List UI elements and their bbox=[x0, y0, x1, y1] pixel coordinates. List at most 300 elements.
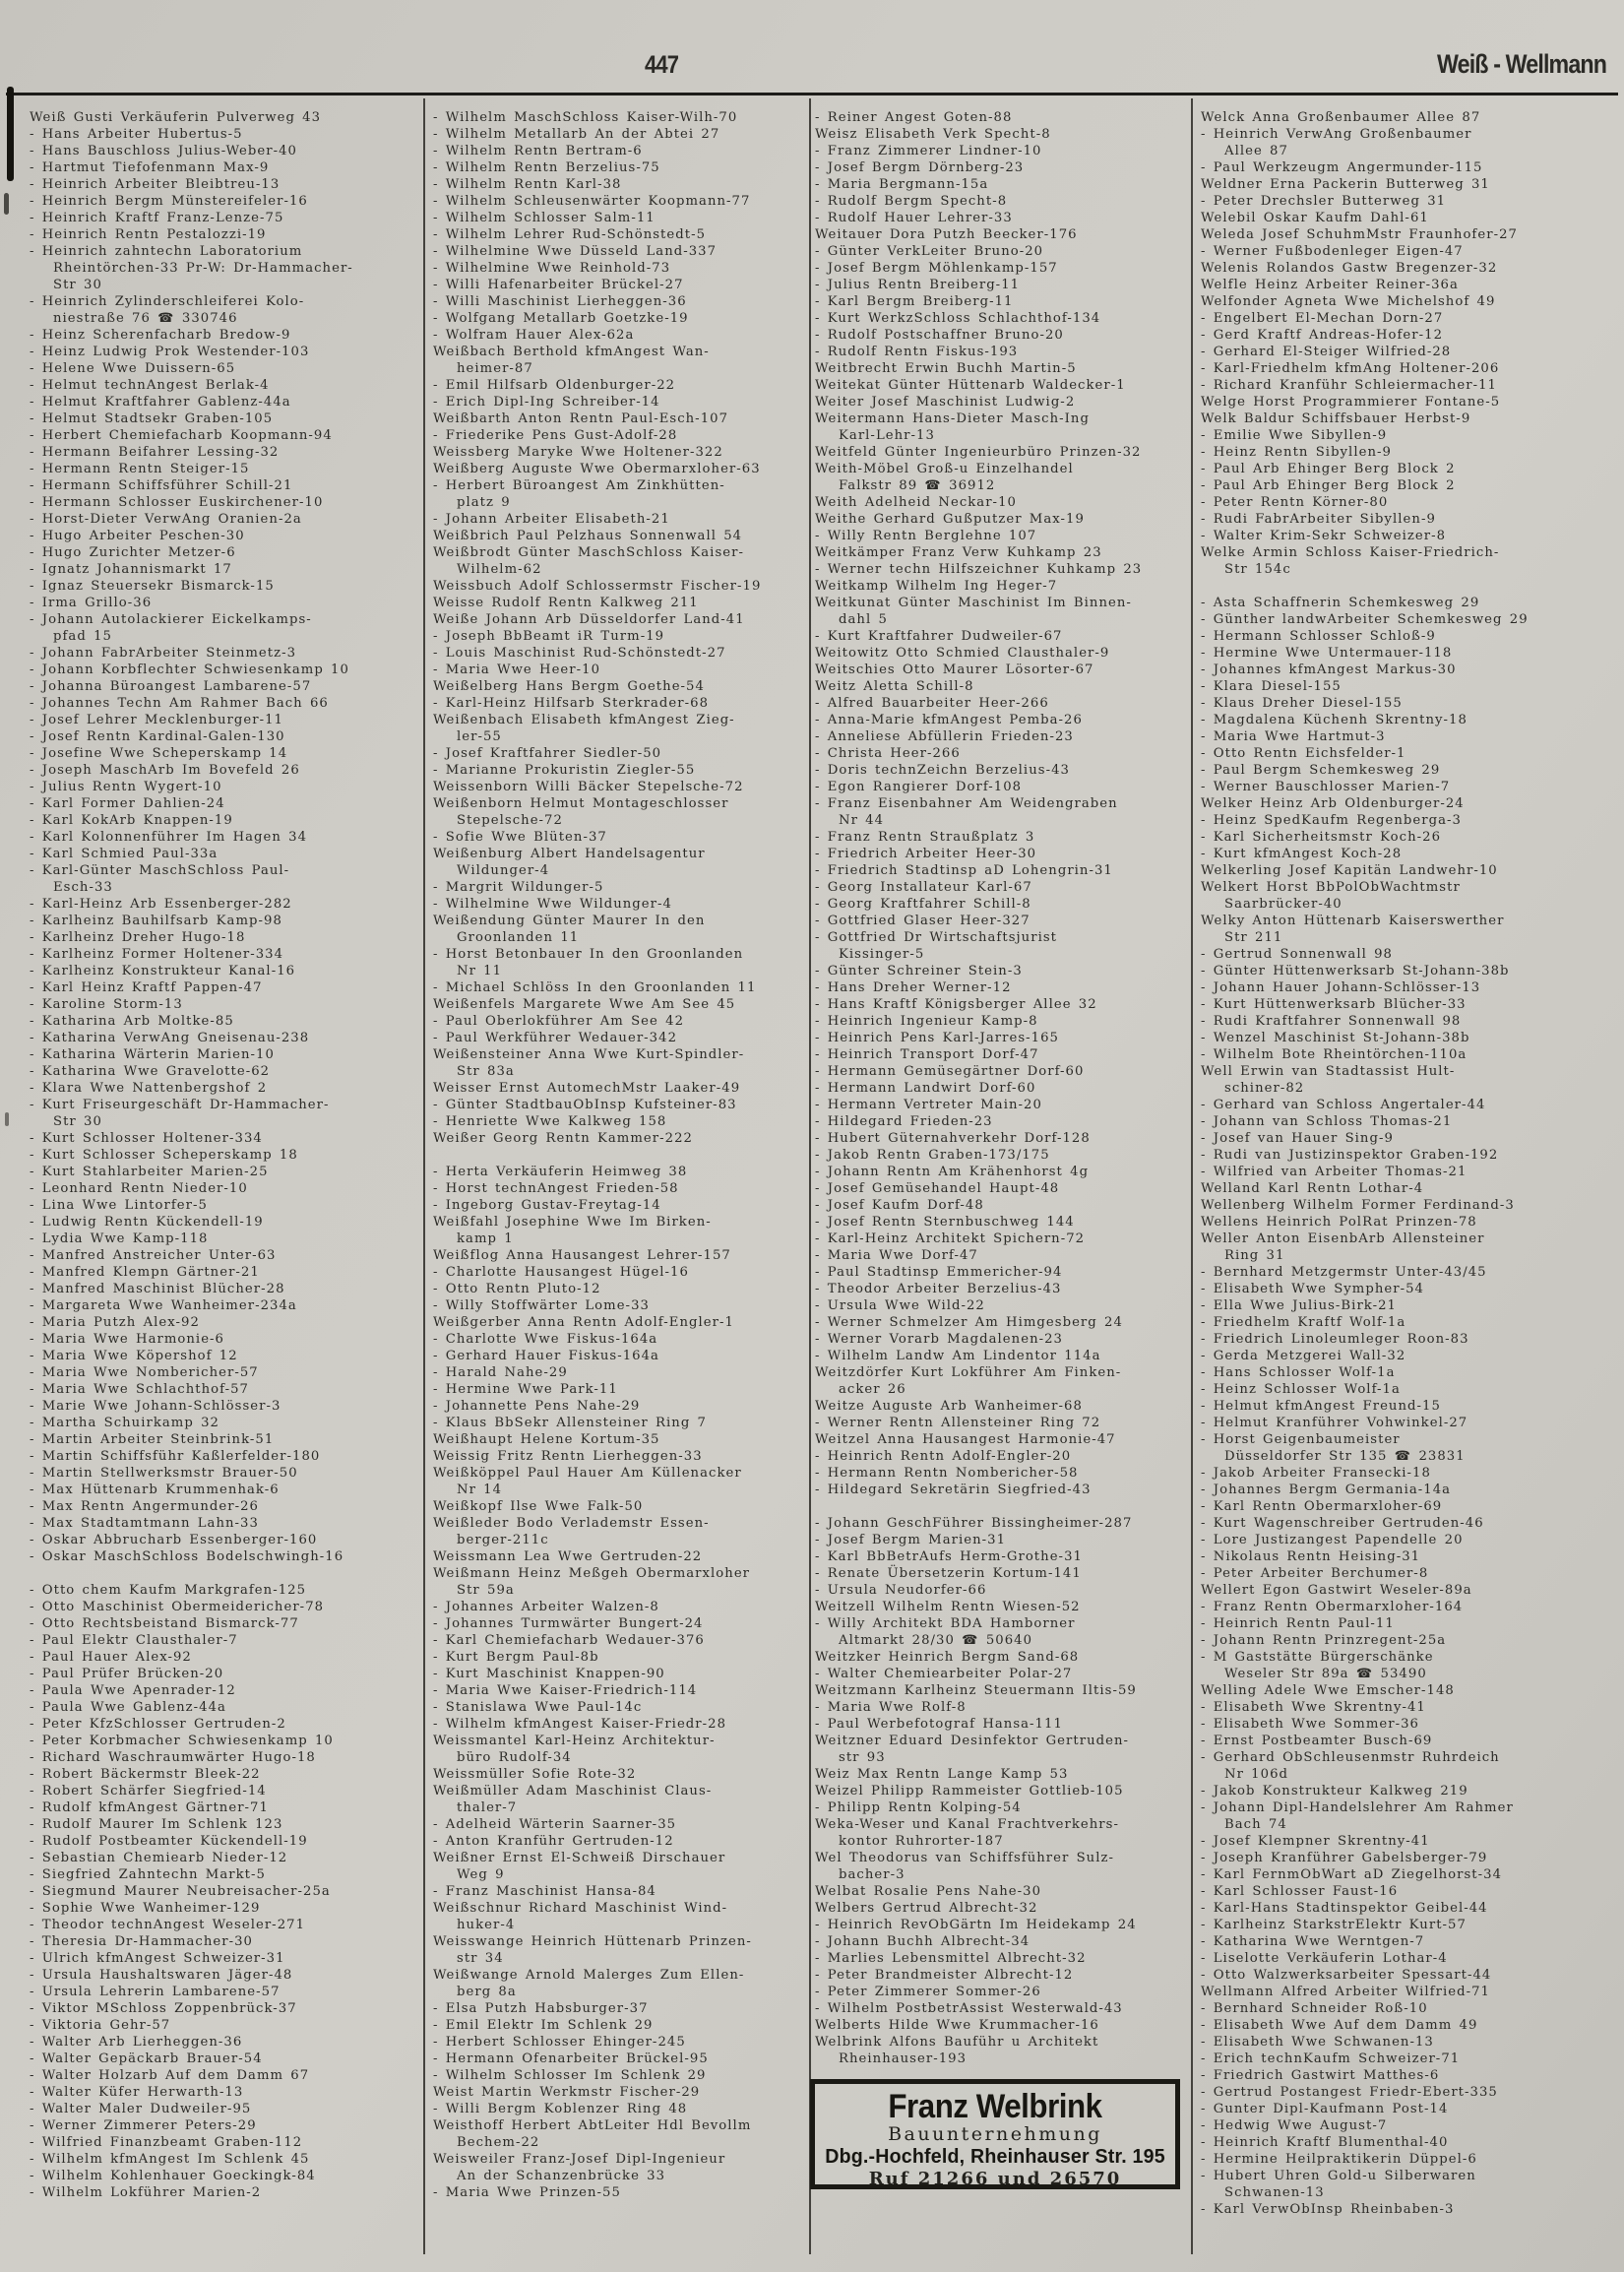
directory-entry: kontor Ruhrorter-187 bbox=[839, 1834, 1004, 1849]
directory-entry: - Wilhelm kfmAngest Im Schlenk 45 bbox=[30, 2152, 310, 2167]
directory-entry: - Otto Maschinist Obermeidericher-78 bbox=[30, 1600, 325, 1614]
directory-entry: Weißenfels Margarete Wwe Am See 45 bbox=[433, 997, 736, 1012]
directory-entry: - Marlies Lebensmittel Albrecht-32 bbox=[815, 1951, 1087, 1966]
directory-entry: - Kurt Kraftfahrer Dudweiler-67 bbox=[815, 629, 1063, 644]
directory-entry: - Katharina Wärterin Marien-10 bbox=[30, 1047, 275, 1062]
directory-entry: - Karl-Günter MaschSchloss Paul- bbox=[30, 863, 290, 878]
directory-entry: Rheintörchen-33 Pr-W: Dr-Hammacher- bbox=[53, 261, 353, 276]
directory-entry: - Ignaz Steuersekr Bismarck-15 bbox=[30, 579, 275, 594]
directory-entry: - Karl Rentn Obermarxloher-69 bbox=[1201, 1499, 1443, 1514]
directory-entry: - Josef Lehrer Mecklenburger-11 bbox=[30, 713, 283, 727]
directory-entry: - Willi Hafenarbeiter Brückel-27 bbox=[433, 278, 684, 292]
directory-entry: - Ursula Lehrerin Lambarene-57 bbox=[30, 1985, 281, 1999]
page-header-range: Weiß - Wellmann bbox=[1436, 49, 1606, 79]
directory-entry: Weitowitz Otto Schmied Clausthaler-9 bbox=[815, 646, 1110, 661]
directory-entry: - Johann Arbeiter Elisabeth-21 bbox=[433, 512, 670, 527]
directory-entry: Weissenborn Willi Bäcker Stepelsche-72 bbox=[433, 780, 744, 794]
directory-entry: - Josef Kaufm Dorf-48 bbox=[815, 1198, 984, 1213]
directory-entry: Str 59a bbox=[457, 1583, 515, 1598]
directory-entry: Weitz Aletta Schill-8 bbox=[815, 679, 974, 694]
directory-entry: Esch-33 bbox=[53, 880, 113, 895]
directory-entry: Bach 74 bbox=[1224, 1817, 1287, 1832]
directory-entry: - Margareta Wwe Wanheimer-234a bbox=[30, 1298, 297, 1313]
directory-entry: - Karl KokArb Knappen-19 bbox=[30, 813, 233, 828]
directory-entry: - Heinrich Arbeiter Bleibtreu-13 bbox=[30, 177, 281, 192]
directory-entry: Weseler Str 89a ☎ 53490 bbox=[1224, 1667, 1427, 1681]
directory-entry: Weitkunat Günter Maschinist Im Binnen- bbox=[815, 596, 1132, 610]
directory-entry: - Hans Arbeiter Hubertus-5 bbox=[30, 127, 243, 142]
directory-entry: - Theresia Dr-Hammacher-30 bbox=[30, 1934, 253, 1949]
directory-entry: Weldner Erna Packerin Butterweg 31 bbox=[1201, 177, 1490, 192]
directory-entry: platz 9 bbox=[457, 495, 511, 510]
directory-entry: niestraße 76 ☎ 330746 bbox=[53, 311, 238, 326]
directory-entry: Weisz Elisabeth Verk Specht-8 bbox=[815, 127, 1051, 142]
directory-entry: Welbat Rosalie Pens Nahe-30 bbox=[815, 1884, 1042, 1899]
directory-entry: - Johannes Techn Am Rahmer Bach 66 bbox=[30, 696, 329, 711]
directory-entry: - Philipp Rentn Kolping-54 bbox=[815, 1800, 1022, 1815]
directory-entry: - Hartmut Tiefofenmann Max-9 bbox=[30, 160, 270, 175]
directory-entry: - Marianne Prokuristin Ziegler-55 bbox=[433, 763, 696, 778]
directory-entry: - Hermann Landwirt Dorf-60 bbox=[815, 1081, 1036, 1096]
directory-entry: - Josef Gemüsehandel Haupt-48 bbox=[815, 1181, 1060, 1196]
directory-entry: Weißenborn Helmut Montageschlosser bbox=[433, 796, 729, 811]
directory-entry: - Johann Korbflechter Schwiesenkamp 10 bbox=[30, 663, 349, 677]
directory-entry: - Horst Geigenbaumeister bbox=[1201, 1432, 1401, 1447]
directory-entry: Weißer Georg Rentn Kammer-222 bbox=[433, 1131, 693, 1146]
directory-entry: - Josef Kraftfahrer Siedler-50 bbox=[433, 746, 662, 761]
directory-entry: - Horst technAngest Frieden-58 bbox=[433, 1181, 679, 1196]
directory-entry: - Hans Dreher Werner-12 bbox=[815, 980, 1012, 995]
directory-entry: - Helmut technAngest Berlak-4 bbox=[30, 378, 270, 393]
directory-entry: - Maria Wwe Nombericher-57 bbox=[30, 1365, 259, 1380]
directory-entry: - Karlheinz StarkstrElektr Kurt-57 bbox=[1201, 1918, 1467, 1932]
directory-entry: Weist Martin Werkmstr Fischer-29 bbox=[433, 2085, 701, 2100]
directory-entry: Weißner Ernst El-Schweiß Dirschauer bbox=[433, 1851, 726, 1865]
directory-entry: Weißbrodt Günter MaschSchloss Kaiser- bbox=[433, 545, 744, 560]
directory-entry: - Wilhelm MaschSchloss Kaiser-Wilh-70 bbox=[433, 110, 738, 125]
directory-entry: - Kurt WerkzSchloss Schlachthof-134 bbox=[815, 311, 1101, 326]
directory-entry: Weißkopf Ilse Wwe Falk-50 bbox=[433, 1499, 644, 1514]
directory-entry: Welling Adele Wwe Emscher-148 bbox=[1201, 1683, 1455, 1698]
directory-entry: - Magdalena Küchenh Skrentny-18 bbox=[1201, 713, 1468, 727]
directory-entry: Welbrink Alfons Bauführ u Architekt bbox=[815, 2035, 1099, 2050]
directory-entry: - Friedhelm Kraftf Wolf-1a bbox=[1201, 1315, 1406, 1330]
directory-entry: - Hildegard Frieden-23 bbox=[815, 1114, 993, 1129]
directory-entry: - Heinz Scherenfacharb Bredow-9 bbox=[30, 328, 291, 343]
directory-entry: - Karl Sicherheitsmstr Koch-26 bbox=[1201, 830, 1442, 845]
directory-entry: Weithe Gerhard Gußputzer Max-19 bbox=[815, 512, 1085, 527]
directory-entry: Nr 44 bbox=[839, 813, 885, 828]
directory-entry: - Peter Rentn Körner-80 bbox=[1201, 495, 1389, 510]
directory-entry: heimer-87 bbox=[457, 361, 533, 376]
directory-entry: - Paul Arb Ehinger Berg Block 2 bbox=[1201, 478, 1456, 493]
directory-entry: - Theodor technAngest Weseler-271 bbox=[30, 1918, 306, 1932]
directory-entry: - M Gaststätte Bürgerschänke bbox=[1201, 1650, 1434, 1665]
directory-entry: - Heinrich Rentn Paul-11 bbox=[1201, 1616, 1395, 1631]
directory-entry: - Rudolf kfmAngest Gärtner-71 bbox=[30, 1800, 269, 1815]
directory-entry: - Wilhelm Rentn Berzelius-75 bbox=[433, 160, 660, 175]
directory-entry: Stepelsche-72 bbox=[457, 813, 563, 828]
directory-entry: - Jakob Rentn Graben-173/175 bbox=[815, 1148, 1050, 1163]
directory-entry: - Günter StadtbauObInsp Kufsteiner-83 bbox=[433, 1098, 737, 1112]
directory-entry: - Heinrich Ingenieur Kamp-8 bbox=[815, 1014, 1038, 1029]
directory-entry: - Hermann Ofenarbeiter Brückel-95 bbox=[433, 2051, 709, 2066]
directory-entry: - Walter Küfer Herwarth-13 bbox=[30, 2085, 244, 2100]
directory-entry: Weith-Möbel Groß-u Einzelhandel bbox=[815, 462, 1074, 476]
directory-entry: - Johannette Pens Nahe-29 bbox=[433, 1399, 641, 1414]
directory-entry: Welfle Heinz Arbeiter Reiner-36a bbox=[1201, 278, 1459, 292]
directory-entry: - Karlheinz Dreher Hugo-18 bbox=[30, 930, 246, 945]
directory-entry: - Sophie Wwe Wanheimer-129 bbox=[30, 1901, 261, 1916]
directory-entry: Well Erwin van Stadtassist Hult- bbox=[1201, 1064, 1456, 1079]
directory-entry: - Hans Kraftf Königsberger Allee 32 bbox=[815, 997, 1097, 1012]
directory-entry: - Hermine Heilpraktikerin Düppel-6 bbox=[1201, 2152, 1477, 2167]
directory-entry: - Siegfried Zahntechn Markt-5 bbox=[30, 1867, 266, 1882]
directory-entry: - Karlheinz Former Holtener-334 bbox=[30, 947, 284, 962]
directory-entry: - Werner Vorarb Magdalenen-23 bbox=[815, 1332, 1063, 1347]
directory-entry: - Wilhelm Rentn Karl-38 bbox=[433, 177, 622, 192]
directory-entry: - Hedwig Wwe August-7 bbox=[1201, 2118, 1388, 2133]
directory-entry: Weitzner Eduard Desinfektor Gertruden- bbox=[815, 1734, 1130, 1748]
directory-entry: - Stanislawa Wwe Paul-14c bbox=[433, 1700, 643, 1715]
directory-entry: - Maria Wwe Prinzen-55 bbox=[433, 2185, 621, 2200]
directory-entry: Weißbach Berthold kfmAngest Wan- bbox=[433, 345, 710, 359]
directory-entry: - Wilhelm Lehrer Rud-Schönstedt-5 bbox=[433, 227, 707, 242]
directory-entry: - Otto Walzwerksarbeiter Spessart-44 bbox=[1201, 1968, 1492, 1983]
directory-entry: - Sebastian Chemiearb Nieder-12 bbox=[30, 1851, 288, 1865]
directory-entry: - Theodor Arbeiter Berzelius-43 bbox=[815, 1282, 1062, 1296]
directory-entry: - Otto Rechtsbeistand Bismarck-77 bbox=[30, 1616, 299, 1631]
directory-entry: Weizel Philipp Rammeister Gottlieb-105 bbox=[815, 1784, 1124, 1799]
directory-entry: Weg 9 bbox=[457, 1867, 505, 1882]
directory-entry: - Gerhard El-Steiger Wilfried-28 bbox=[1201, 345, 1452, 359]
directory-entry: Weißleder Bodo Verlademstr Essen- bbox=[433, 1516, 710, 1531]
directory-entry: - Johann Autolackierer Eickelkamps- bbox=[30, 612, 312, 627]
directory-entry: - Hermine Wwe Park-11 bbox=[433, 1382, 618, 1397]
directory-entry: ler-55 bbox=[457, 729, 502, 744]
directory-entry: - Katharina Wwe Gravelotte-62 bbox=[30, 1064, 271, 1079]
directory-entry: - Emil Hilfsarb Oldenburger-22 bbox=[433, 378, 676, 393]
directory-entry: - Kurt Schlosser Holtener-334 bbox=[30, 1131, 263, 1146]
directory-column-3 bbox=[815, 109, 1187, 2067]
directory-entry: - Rudi van Justizinspektor Graben-192 bbox=[1201, 1148, 1499, 1163]
directory-entry: - Helmut Stadtsekr Graben-105 bbox=[30, 411, 274, 426]
page-number: 447 bbox=[645, 51, 679, 79]
directory-entry: An der Schanzenbrücke 33 bbox=[457, 2169, 666, 2183]
directory-entry: Wel Theodorus van Schiffsführer Sulz- bbox=[815, 1851, 1114, 1865]
directory-entry: Welberts Hilde Wwe Krummacher-16 bbox=[815, 2018, 1099, 2033]
directory-entry: Weißberg Auguste Wwe Obermarxloher-63 bbox=[433, 462, 761, 476]
directory-entry: - Hermann Schlosser Schloß-9 bbox=[1201, 629, 1436, 644]
directory-entry: Ring 31 bbox=[1224, 1248, 1285, 1263]
directory-entry: - Karl-Heinz Architekt Spichern-72 bbox=[815, 1231, 1086, 1246]
directory-entry: - Oskar MaschSchloss Bodelschwingh-16 bbox=[30, 1549, 344, 1564]
directory-entry: - Herbert Büroangest Am Zinkhütten- bbox=[433, 478, 725, 493]
directory-entry: - Wilhelm Schlosser Salm-11 bbox=[433, 211, 656, 225]
directory-entry: - Johann Rentn Am Krähenhorst 4g bbox=[815, 1165, 1090, 1179]
directory-entry: - Joseph BbBeamt iR Turm-19 bbox=[433, 629, 665, 644]
directory-entry: - Heinrich Rentn Adolf-Engler-20 bbox=[815, 1449, 1072, 1464]
directory-entry: - Karl Schlosser Faust-16 bbox=[1201, 1884, 1399, 1899]
directory-entry: Rheinhauser-193 bbox=[839, 2051, 968, 2066]
directory-entry: - Christa Heer-266 bbox=[815, 746, 961, 761]
directory-entry: - Maria Putzh Alex-92 bbox=[30, 1315, 200, 1330]
binding-mark bbox=[7, 87, 14, 181]
directory-entry bbox=[30, 1565, 419, 1582]
directory-entry: - Hermine Wwe Untermauer-118 bbox=[1201, 646, 1453, 661]
directory-entry: - Walter Chemiearbeiter Polar-27 bbox=[815, 1667, 1073, 1681]
directory-entry: Welkert Horst BbPolObWachtmstr bbox=[1201, 880, 1461, 895]
directory-entry: Weiß Gusti Verkäuferin Pulverweg 43 bbox=[30, 110, 322, 125]
directory-entry: Welke Armin Schloss Kaiser-Friedrich- bbox=[1201, 545, 1500, 560]
directory-entry: - Horst Betonbauer In den Groonlanden bbox=[433, 947, 744, 962]
directory-entry: - Maria Wwe Dorf-47 bbox=[815, 1248, 978, 1263]
directory-entry: - Siegmund Maurer Neubreisacher-25a bbox=[30, 1884, 331, 1899]
directory-entry: - Willy Rentn Berglehne 107 bbox=[815, 529, 1037, 543]
directory-entry: Weith Adelheid Neckar-10 bbox=[815, 495, 1017, 510]
directory-entry: - Erich technKaufm Schweizer-71 bbox=[1201, 2051, 1461, 2066]
directory-entry: - Rudolf Maurer Im Schlenk 123 bbox=[30, 1817, 283, 1832]
directory-entry: Weiter Josef Maschinist Ludwig-2 bbox=[815, 395, 1076, 410]
directory-entry: Groonlanden 11 bbox=[457, 930, 580, 945]
directory-entry: - Georg Installateur Karl-67 bbox=[815, 880, 1032, 895]
directory-entry: - Wilfried Finanzbeamt Graben-112 bbox=[30, 2135, 303, 2150]
directory-entry: - Maria Wwe Köpershof 12 bbox=[30, 1349, 238, 1363]
directory-entry: - Jakob Arbeiter Fransecki-18 bbox=[1201, 1466, 1431, 1481]
directory-entry: - Charlotte Hausangest Hügel-16 bbox=[433, 1265, 689, 1280]
directory-entry: - Irma Grillo-36 bbox=[30, 596, 153, 610]
directory-entry: - Gertrud Postangest Friedr-Ebert-335 bbox=[1201, 2085, 1498, 2100]
directory-entry: - Günter Hüttenwerksarb St-Johann-38b bbox=[1201, 964, 1510, 978]
column-separator bbox=[809, 98, 811, 2254]
directory-entry: - Karl FernmObWart aD Ziegelhorst-34 bbox=[1201, 1867, 1503, 1882]
directory-entry: - Ursula Haushaltswaren Jäger-48 bbox=[30, 1968, 293, 1983]
directory-entry: - Wenzel Maschinist St-Johann-38b bbox=[1201, 1031, 1470, 1045]
directory-entry: - Max Rentn Angermunder-26 bbox=[30, 1499, 259, 1514]
directory-entry: - Paul Hauer Alex-92 bbox=[30, 1650, 192, 1665]
directory-entry: Wildunger-4 bbox=[457, 863, 550, 878]
directory-entry: - Gerhard Hauer Fiskus-164a bbox=[433, 1349, 659, 1363]
directory-entry: - Robert Bäckermstr Bleek-22 bbox=[30, 1767, 261, 1782]
directory-entry: - Elisabeth Wwe Sympher-54 bbox=[1201, 1282, 1424, 1296]
directory-entry: - Charlotte Wwe Fiskus-164a bbox=[433, 1332, 658, 1347]
directory-entry: Weissberg Maryke Wwe Holtener-322 bbox=[433, 445, 723, 460]
directory-entry: - Hubert Uhren Gold-u Silberwaren bbox=[1201, 2169, 1476, 2183]
directory-entry: - Walter Krim-Sekr Schweizer-8 bbox=[1201, 529, 1447, 543]
directory-entry: Wilhelm-62 bbox=[457, 562, 542, 577]
directory-entry: - Richard Waschraumwärter Hugo-18 bbox=[30, 1750, 316, 1765]
directory-entry: acker 26 bbox=[839, 1382, 906, 1397]
directory-entry: - Manfred Klempn Gärtner-21 bbox=[30, 1265, 260, 1280]
directory-entry: - Josef Rentn Sternbuschweg 144 bbox=[815, 1215, 1075, 1230]
directory-entry: - Paul Oberlokführer Am See 42 bbox=[433, 1014, 685, 1029]
directory-entry: - Jakob Konstrukteur Kalkweg 219 bbox=[1201, 1784, 1468, 1799]
directory-entry: Weitzell Wilhelm Rentn Wiesen-52 bbox=[815, 1600, 1081, 1614]
directory-entry: Str 30 bbox=[53, 278, 102, 292]
directory-entry: - Otto chem Kaufm Markgrafen-125 bbox=[30, 1583, 307, 1598]
directory-entry: - Johann Rentn Prinzregent-25a bbox=[1201, 1633, 1447, 1648]
directory-entry: - Josef Klempner Skrentny-41 bbox=[1201, 1834, 1430, 1849]
directory-entry: - Paul Prüfer Brücken-20 bbox=[30, 1667, 224, 1681]
directory-entry: - Heinrich Kraftf Franz-Lenze-75 bbox=[30, 211, 284, 225]
directory-entry: - Karl-Heinz Hilfsarb Sterkrader-68 bbox=[433, 696, 710, 711]
directory-entry: Weka-Weser und Kanal Frachtverkehrs- bbox=[815, 1817, 1119, 1832]
directory-entry: - Franz Maschinist Hansa-84 bbox=[433, 1884, 656, 1899]
directory-entry: Nr 106d bbox=[1224, 1767, 1288, 1782]
directory-entry: - Peter KfzSchlosser Gertruden-2 bbox=[30, 1717, 286, 1732]
directory-entry: Welkerling Josef Kapitän Landwehr-10 bbox=[1201, 863, 1498, 878]
directory-entry: dahl 5 bbox=[839, 612, 888, 627]
directory-entry: berg 8a bbox=[457, 1985, 517, 1999]
directory-entry: - Walter Gepäckarb Brauer-54 bbox=[30, 2051, 263, 2066]
directory-entry: Weißenburg Albert Handelsagentur bbox=[433, 847, 706, 861]
directory-entry: - Heinz Schlosser Wolf-1a bbox=[1201, 1382, 1401, 1397]
directory-entry: - Josef van Hauer Sing-9 bbox=[1201, 1131, 1394, 1146]
directory-entry: - Paula Wwe Gablenz-44a bbox=[30, 1700, 226, 1715]
directory-entry: - Kurt kfmAngest Koch-28 bbox=[1201, 847, 1403, 861]
directory-entry: - Heinz Ludwig Prok Westender-103 bbox=[30, 345, 310, 359]
directory-entry: - Johann van Schloss Thomas-21 bbox=[1201, 1114, 1453, 1129]
directory-entry: - Ursula Wwe Wild-22 bbox=[815, 1298, 985, 1313]
directory-entry: - Hermann Schlosser Euskirchener-10 bbox=[30, 495, 324, 510]
directory-entry: kamp 1 bbox=[457, 1231, 514, 1246]
directory-column-4 bbox=[1201, 109, 1606, 2218]
directory-entry: - Lore Justizangest Papendelle 20 bbox=[1201, 1533, 1464, 1547]
directory-entry: - Wilhelm Bote Rheintörchen-110a bbox=[1201, 1047, 1468, 1062]
welbrink-ad bbox=[810, 2079, 1180, 2189]
directory-entry: Weißenbach Elisabeth kfmAngest Zieg- bbox=[433, 713, 735, 727]
directory-column-2 bbox=[433, 109, 805, 2201]
directory-entry: - Kurt Maschinist Knappen-90 bbox=[433, 1667, 665, 1681]
directory-entry: - Helmut Kranführer Vohwinkel-27 bbox=[1201, 1416, 1468, 1430]
column-separator bbox=[1191, 98, 1193, 2254]
directory-entry: - Willy Stoffwärter Lome-33 bbox=[433, 1298, 650, 1313]
directory-entry: - Josef Bergm Marien-31 bbox=[815, 1533, 1007, 1547]
directory-entry: Weitkamp Wilhelm Ing Heger-7 bbox=[815, 579, 1058, 594]
directory-entry: - Walter Maler Dudweiler-95 bbox=[30, 2102, 252, 2116]
directory-entry: Welck Anna Großenbaumer Allee 87 bbox=[1201, 110, 1481, 125]
directory-entry: - Gerhard van Schloss Angertaler-44 bbox=[1201, 1098, 1486, 1112]
directory-entry: Weitzmann Karlheinz Steuermann Iltis-59 bbox=[815, 1683, 1137, 1698]
directory-entry: - Max Stadtamtmann Lahn-33 bbox=[30, 1516, 259, 1531]
directory-entry: - Maria Wwe Rolf-8 bbox=[815, 1700, 967, 1715]
directory-entry: - Asta Schaffnerin Schemkesweg 29 bbox=[1201, 596, 1480, 610]
directory-entry: - Heinz Rentn Sibyllen-9 bbox=[1201, 445, 1392, 460]
directory-entry: - Karoline Storm-13 bbox=[30, 997, 183, 1012]
directory-entry: - Johann Hauer Johann-Schlösser-13 bbox=[1201, 980, 1481, 995]
directory-entry: Wellenberg Wilhelm Former Ferdinand-3 bbox=[1201, 1198, 1515, 1213]
directory-entry: - Anneliese Abfüllerin Frieden-23 bbox=[815, 729, 1074, 744]
directory-entry: - Elisabeth Wwe Schwanen-13 bbox=[1201, 2035, 1434, 2050]
directory-entry: büro Rudolf-34 bbox=[457, 1750, 572, 1765]
directory-entry: - Michael Schlöss In den Groonlanden 11 bbox=[433, 980, 757, 995]
directory-entry: - Katharina Arb Moltke-85 bbox=[30, 1014, 234, 1029]
directory-entry: Str 211 bbox=[1224, 930, 1283, 945]
directory-entry: - Johannes Turmwärter Bungert-24 bbox=[433, 1616, 704, 1631]
directory-entry: Weissig Fritz Rentn Lierheggen-33 bbox=[433, 1449, 703, 1464]
directory-entry bbox=[433, 1147, 805, 1164]
directory-entry: - Harald Nahe-29 bbox=[433, 1365, 568, 1380]
directory-entry: - Franz Rentn Straußplatz 3 bbox=[815, 830, 1035, 845]
ad-phone: Ruf 21266 und 26570 bbox=[868, 2169, 1122, 2189]
directory-entry: - Leonhard Rentn Nieder-10 bbox=[30, 1181, 248, 1196]
directory-entry: Weisse Rudolf Rentn Kalkweg 211 bbox=[433, 596, 699, 610]
directory-entry: - Heinz SpedKaufm Regenberga-3 bbox=[1201, 813, 1462, 828]
directory-entry: - Emilie Wwe Sibyllen-9 bbox=[1201, 428, 1388, 443]
directory-entry: - Karl Schmied Paul-33a bbox=[30, 847, 219, 861]
directory-entry: - Joseph MaschArb Im Bovefeld 26 bbox=[30, 763, 300, 778]
directory-entry: - Ernst Postbeamter Busch-69 bbox=[1201, 1734, 1433, 1748]
directory-entry: Welky Anton Hüttenarb Kaiserswerther bbox=[1201, 914, 1505, 928]
directory-entry: - Johannes Bergm Germania-14a bbox=[1201, 1483, 1452, 1497]
directory-entry: Schwanen-13 bbox=[1224, 2185, 1325, 2200]
directory-entry: Weißflog Anna Hausangest Lehrer-157 bbox=[433, 1248, 731, 1263]
directory-entry: - Friedrich Linoleumleger Roon-83 bbox=[1201, 1332, 1469, 1347]
directory-entry: huker-4 bbox=[457, 1918, 516, 1932]
directory-entry: - Johanna Büroangest Lambarene-57 bbox=[30, 679, 312, 694]
directory-entry: Saarbrücker-40 bbox=[1224, 897, 1343, 912]
directory-entry: - Paul Arb Ehinger Berg Block 2 bbox=[1201, 462, 1456, 476]
directory-entry: Düsseldorfer Str 135 ☎ 23831 bbox=[1224, 1449, 1466, 1464]
directory-entry: - Maria Wwe Harmonie-6 bbox=[30, 1332, 225, 1347]
directory-entry: Weissmann Lea Wwe Gertruden-22 bbox=[433, 1549, 703, 1564]
directory-entry: Wellens Heinrich PolRat Prinzen-78 bbox=[1201, 1215, 1477, 1230]
directory-entry: - Paul Werkzeugm Angermunder-115 bbox=[1201, 160, 1483, 175]
directory-entry: - Paul Bergm Schemkesweg 29 bbox=[1201, 763, 1441, 778]
directory-entry: - Elisabeth Wwe Auf dem Damm 49 bbox=[1201, 2018, 1478, 2033]
directory-entry: - Martin Schiffsführ Kaßlerfelder-180 bbox=[30, 1449, 321, 1464]
directory-entry: - Wilhelmine Wwe Düsseld Land-337 bbox=[433, 244, 718, 259]
directory-entry: - Lina Wwe Lintorfer-5 bbox=[30, 1198, 208, 1213]
directory-entry: - Karl-Hans Stadtinspektor Geibel-44 bbox=[1201, 1901, 1488, 1916]
directory-entry: - Rudolf Postschaffner Bruno-20 bbox=[815, 328, 1064, 343]
directory-entry: - Manfred Maschinist Blücher-28 bbox=[30, 1282, 285, 1296]
directory-entry: - Otto Rentn Eichsfelder-1 bbox=[1201, 746, 1406, 761]
directory-entry: Welker Heinz Arb Oldenburger-24 bbox=[1201, 796, 1465, 811]
directory-entry: - Oskar Abbrucharb Essenberger-160 bbox=[30, 1533, 318, 1547]
directory-entry: Weitzel Anna Hausangest Harmonie-47 bbox=[815, 1432, 1116, 1447]
directory-entry: Str 30 bbox=[53, 1114, 102, 1129]
directory-entry: - Kurt Hüttenwerksarb Blücher-33 bbox=[1201, 997, 1467, 1012]
directory-entry: - Wilhelm Landw Am Lindentor 114a bbox=[815, 1349, 1101, 1363]
directory-entry: - Adelheid Wärterin Saarner-35 bbox=[433, 1817, 677, 1832]
directory-entry: - Kurt Friseurgeschäft Dr-Hammacher- bbox=[30, 1098, 330, 1112]
directory-entry: Weisswange Heinrich Hüttenarb Prinzen- bbox=[433, 1934, 752, 1949]
directory-entry: berger-211c bbox=[457, 1533, 549, 1547]
directory-entry: - Klaus BbSekr Allensteiner Ring 7 bbox=[433, 1416, 707, 1430]
directory-entry: Falkstr 89 ☎ 36912 bbox=[839, 478, 996, 493]
directory-entry: - Karl-Friedhelm kfmAng Holtener-206 bbox=[1201, 361, 1500, 376]
directory-entry: - Willi Maschinist Lierheggen-36 bbox=[433, 294, 687, 309]
directory-entry: Weißschnur Richard Maschinist Wind- bbox=[433, 1901, 728, 1916]
directory-entry: Altmarkt 28/30 ☎ 50640 bbox=[839, 1633, 1033, 1648]
directory-entry: str 34 bbox=[457, 1951, 504, 1966]
directory-entry: - Heinrich Pens Karl-Jarres-165 bbox=[815, 1031, 1059, 1045]
directory-entry: Welebil Oskar Kaufm Dahl-61 bbox=[1201, 211, 1429, 225]
directory-entry: - Martin Arbeiter Steinbrink-51 bbox=[30, 1432, 275, 1447]
directory-entry: - Günter Schreiner Stein-3 bbox=[815, 964, 1023, 978]
directory-entry: Weißgerber Anna Rentn Adolf-Engler-1 bbox=[433, 1315, 734, 1330]
directory-entry: - Maria Wwe Schlachthof-57 bbox=[30, 1382, 249, 1397]
directory-entry: bacher-3 bbox=[839, 1867, 906, 1882]
directory-entry: Weitzker Heinrich Bergm Sand-68 bbox=[815, 1650, 1080, 1665]
directory-entry: - Hermann Vertreter Main-20 bbox=[815, 1098, 1042, 1112]
directory-entry: - Hermann Rentn Nombericher-58 bbox=[815, 1466, 1079, 1481]
directory-entry: - Erich Dipl-Ing Schreiber-14 bbox=[433, 395, 660, 410]
directory-entry: - Werner Rentn Allensteiner Ring 72 bbox=[815, 1416, 1101, 1430]
directory-entry: - Katharina VerwAng Gneisenau-238 bbox=[30, 1031, 310, 1045]
directory-entry: - Viktor MSchloss Zoppenbrück-37 bbox=[30, 2001, 297, 2016]
